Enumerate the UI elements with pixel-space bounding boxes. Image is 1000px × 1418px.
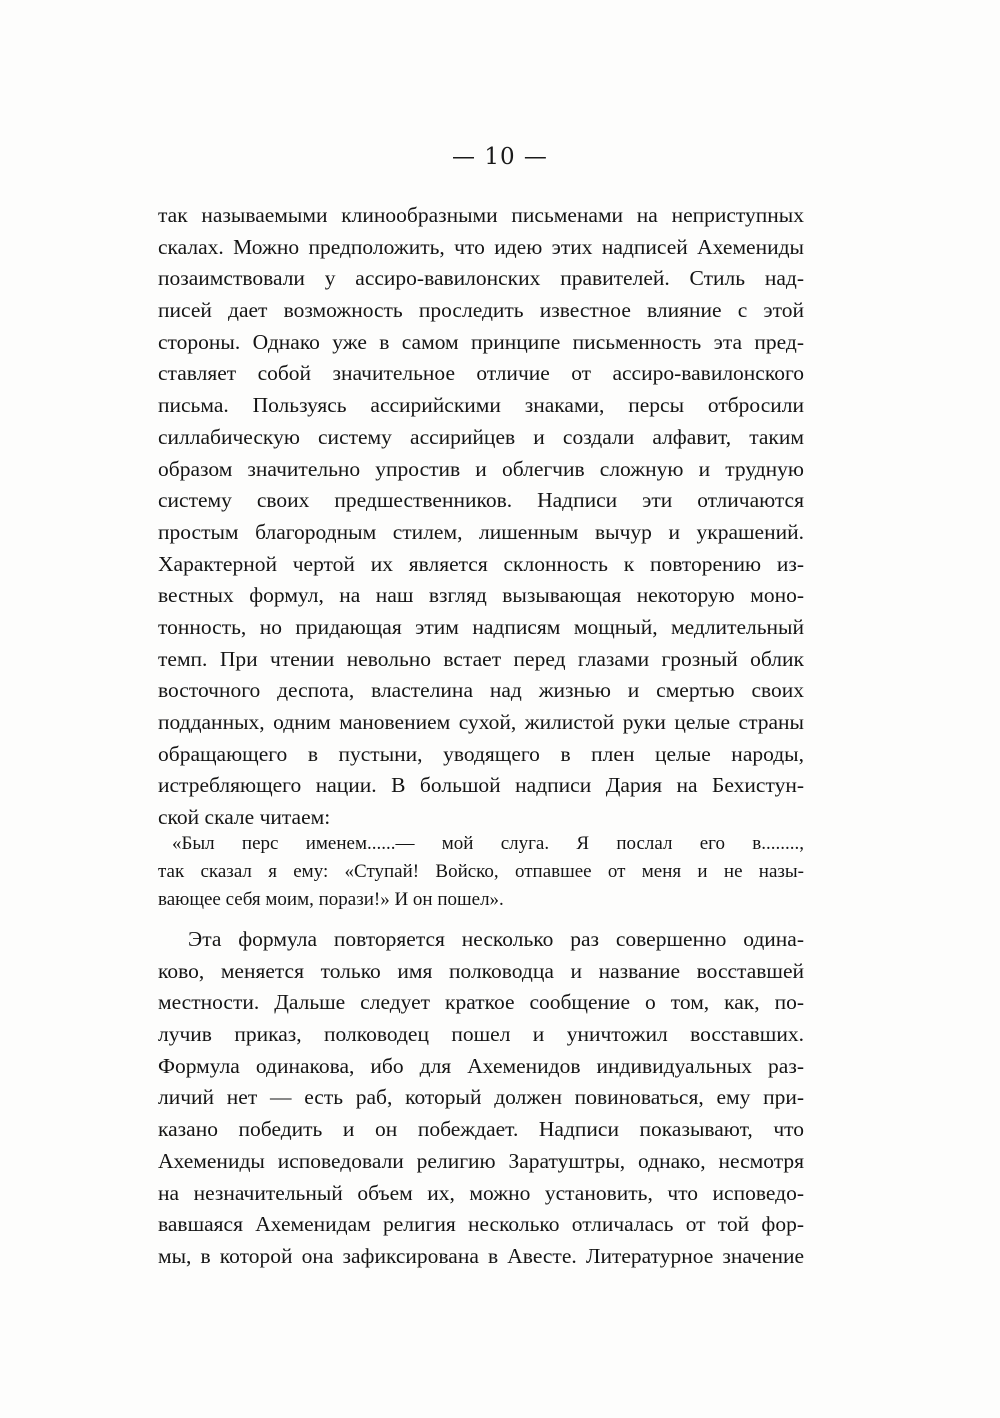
text-line: обращающего в пустыни, уводящего в плен целые народы, — [158, 741, 804, 766]
text-line: восточного деспота, властелина над жизнью и смертью своих — [158, 678, 804, 703]
text-line: Формула одинакова, ибо для Ахеменидов индивидуальных раз- — [158, 1053, 804, 1078]
text-line: писей дает возможность проследить известное влияние с этой — [158, 298, 804, 323]
text-line: местности. Дальше следует краткое сообщение о том, как, по- — [158, 990, 804, 1015]
text-line: казано победить и он побеждает. Надписи показывают, что — [158, 1117, 804, 1142]
text-line: скалах. Можно предположить, что идею этих надписей Ахемениды — [158, 234, 804, 259]
text-line: ково, меняется только имя полководца и название восставшей — [158, 958, 804, 983]
text-line: ской скале читаем: — [158, 805, 331, 830]
quote-line: «Был перс именем......— мой слуга. Я послал его в........, — [172, 833, 804, 854]
quote-line: вающее себя моим, порази!» И он пошел». — [158, 889, 504, 910]
text-line: лучив приказ, полководец пошел и уничтожил восставших. — [158, 1022, 804, 1047]
text-line: вавшаяся Ахеменидам религия несколько отличалась от той фор- — [158, 1212, 804, 1237]
quote-line: так сказал я ему: «Ступай! Войско, отпавшее от меня и не назы- — [158, 861, 804, 882]
text-line: подданных, одним мановением сухой, жилистой руки целые страны — [158, 710, 804, 734]
text-line: позаимствовали у ассиро-вавилонских правителей. Стиль над- — [158, 266, 804, 291]
text-line: на незначительный объем их, можно установить, что исповедо- — [158, 1180, 804, 1205]
text-line: мы, в которой она зафиксирована в Авесте. Литературное значение — [158, 1243, 804, 1268]
text-line: ставляет собой значительное отличие от ассиро-вавилонского — [158, 361, 804, 386]
text-line: вестных формул, на наш взгляд вызывающая некоторую моно- — [158, 583, 804, 608]
text-line: истребляющего нации. В большой надписи Дария на Бехистун- — [158, 773, 804, 798]
text-line: темп. При чтении невольно встает перед глазами грозный облик — [158, 646, 804, 671]
text-line: тонность, но придающая этим надписям мощный, медлительный — [158, 614, 804, 639]
text-line: систему своих предшественников. Надписи эти отличаются — [158, 488, 804, 513]
page-number: — 10 — — [452, 144, 548, 170]
text-line: так называемыми клинообразными письменами на неприступных — [158, 203, 804, 227]
paragraph-2 — [158, 924, 804, 1273]
text-line: стороны. Однако уже в самом принципе письменность эта пред- — [158, 329, 804, 354]
text-line: Ахемениды исповедовали религию Заратуштры, однако, несмотря — [158, 1148, 804, 1173]
text-line: силлабическую систему ассирийцев и создали алфавит, таким — [158, 424, 804, 449]
text-line: письма. Пользуясь ассирийскими знаками, персы отбросили — [158, 393, 804, 418]
text-line: личий нет — есть раб, который должен повиноваться, ему при- — [158, 1085, 804, 1110]
paragraph-1 — [158, 200, 804, 834]
text-line: Характерной чертой их является склонность к повторению из- — [158, 551, 804, 576]
text-line: Эта формула повторяется несколько раз совершенно одина- — [188, 927, 804, 951]
text-line: образом значительно упростив и облегчив сложную и трудную — [158, 456, 804, 481]
text-line: простым благородным стилем, лишенным вычур и украшений. — [158, 519, 804, 544]
quotation — [158, 830, 804, 914]
